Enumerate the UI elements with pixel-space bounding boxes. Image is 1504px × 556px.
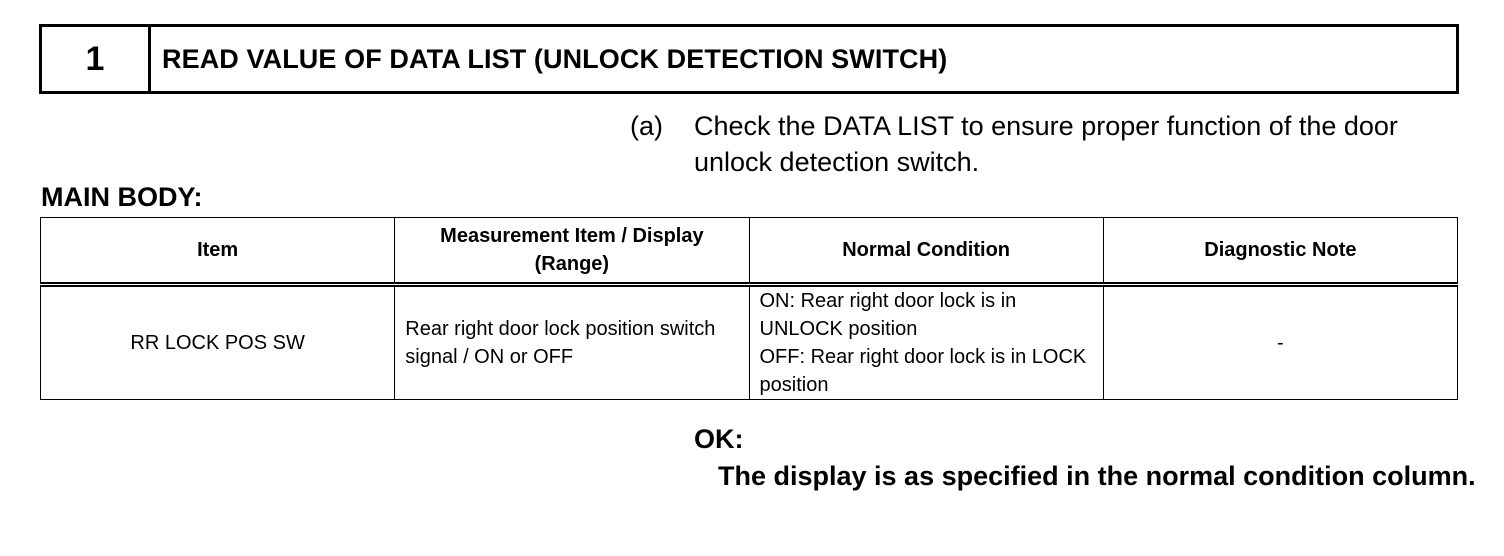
section-label: MAIN BODY:	[41, 182, 203, 212]
header-diagnostic-note: Diagnostic Note	[1103, 218, 1457, 285]
step-title: READ VALUE OF DATA LIST (UNLOCK DETECTION SWITCH)	[162, 43, 948, 74]
cell-item: RR LOCK POS SW	[41, 285, 395, 400]
instruction-text: Check the DATA LIST to ensure proper function of the door unlock detection switch.	[694, 111, 1398, 177]
step-header	[39, 24, 1459, 94]
instruction	[630, 108, 1450, 180]
data-list-table	[40, 217, 1458, 400]
header-item: Item	[41, 218, 395, 285]
header-normal-condition: Normal Condition	[749, 218, 1103, 285]
step-number: 1	[42, 27, 151, 91]
table-header-row	[41, 218, 1458, 285]
normal-condition-off: OFF: Rear right door lock is in LOCK position	[759, 346, 1087, 396]
table-row	[41, 285, 1458, 400]
cell-measurement: Rear right door lock position switch signal / ON or OFF	[395, 285, 749, 400]
result-text: The display is as specified in the normal condition column.	[718, 461, 1476, 491]
normal-condition-on: ON: Rear right door lock is in UNLOCK position	[759, 290, 1017, 340]
instruction-marker: (a)	[630, 111, 663, 141]
result-label: OK:	[694, 424, 744, 454]
cell-diagnostic-note: -	[1103, 285, 1457, 400]
cell-normal-condition	[749, 285, 1103, 400]
header-measurement: Measurement Item / Display (Range)	[395, 218, 749, 285]
